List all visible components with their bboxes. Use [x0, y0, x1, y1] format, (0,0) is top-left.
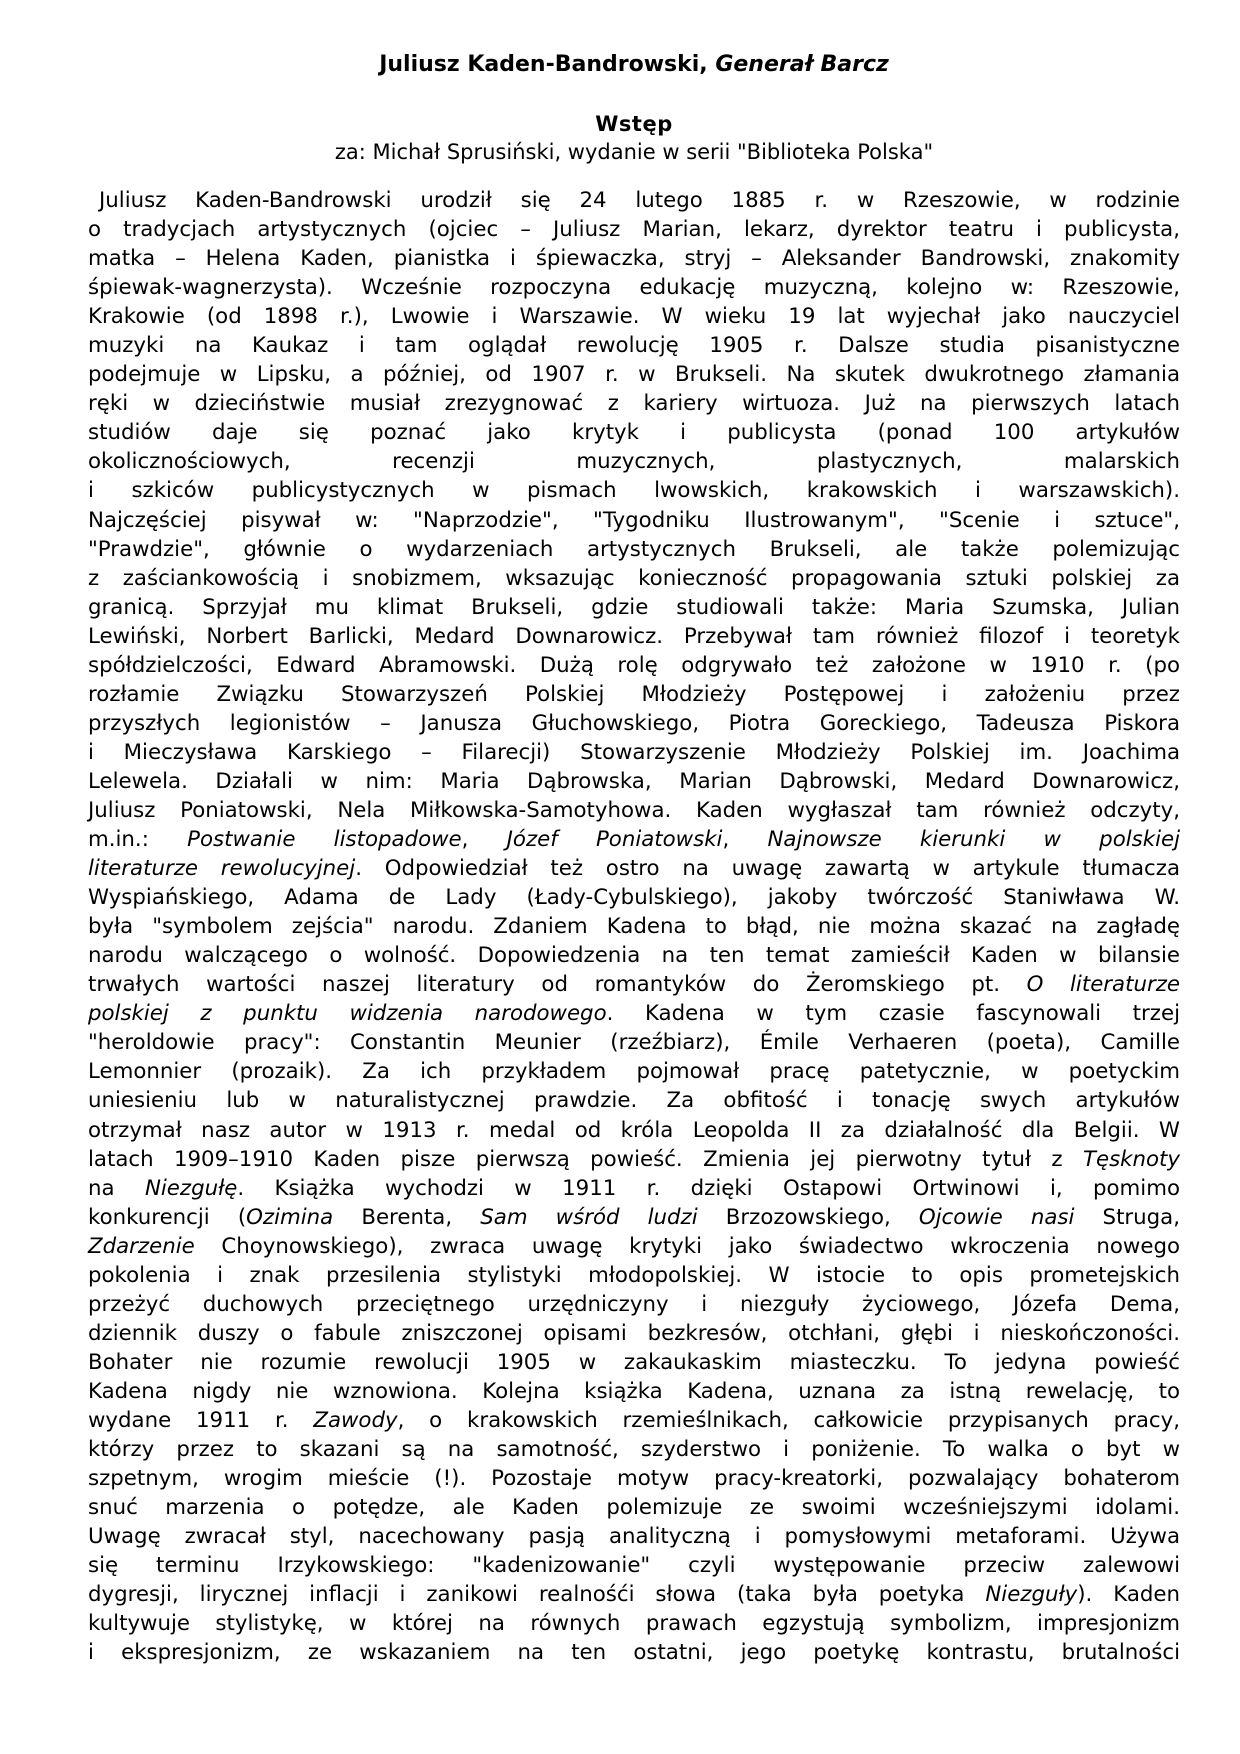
- text-segment: ,: [722, 827, 768, 853]
- text-line: [88, 389, 1180, 418]
- text-segment: m.in.:: [88, 827, 188, 853]
- text-segment: konkurencji (: [88, 1204, 247, 1230]
- text-segment: Struga,: [1074, 1204, 1181, 1230]
- text-line: [88, 1028, 1180, 1057]
- body-paragraph: [88, 186, 1180, 1667]
- text-line: [88, 1609, 1180, 1638]
- italic-title-text: Zawody: [313, 1407, 398, 1433]
- text-segment: była "symbolem zejścia" narodu. Zdaniem Kadena to błąd, nie można skazać na zagładę: [88, 914, 1180, 940]
- text-segment: Berenta,: [333, 1204, 481, 1230]
- text-line: [88, 331, 1180, 360]
- text-line: [88, 796, 1180, 825]
- text-segment: podejmuje w Lipsku, a później, od 1907 r. w Brukseli. Na skutek dwukrotnego złamania: [88, 362, 1180, 388]
- text-line: [88, 680, 1180, 709]
- text-segment: ). Kaden: [1077, 1582, 1181, 1608]
- text-line: [88, 1116, 1180, 1145]
- text-segment: Lelewela. Działali w nim: Maria Dąbrowska, Marian Dąbrowski, Medard Downarowicz,: [88, 768, 1180, 794]
- text-segment: Krakowie (od 1898 r.), Lwowie i Warszawie. W wieku 19 lat wyjechał jako nauczyciel: [88, 304, 1180, 330]
- text-line: [88, 476, 1180, 505]
- text-line: [88, 1377, 1180, 1406]
- text-line: [88, 564, 1180, 593]
- text-segment: granicą. Sprzyjał mu klimat Brukseli, gdzie studiowali także: Maria Szumska, Julian: [88, 594, 1180, 620]
- text-segment: "Prawdzie", głównie o wydarzeniach artystycznych Brukseli, ale także polemizując: [88, 536, 1180, 562]
- text-segment: Lemonnier (prozaik). Za ich przykładem pojmował pracę patetycznie, w poetyckim: [88, 1059, 1180, 1085]
- text-segment: matka – Helena Kaden, pianistka i śpiewaczka, stryj – Aleksander Bandrowski, znakomity: [88, 246, 1180, 272]
- title-work: Generał Barcz: [715, 52, 889, 77]
- text-line: [88, 447, 1180, 476]
- text-line: [88, 1464, 1180, 1493]
- text-segment: "heroldowie pracy": Constantin Meunier (rzeźbiarz), Émile Verhaeren (poeta), Camille: [88, 1030, 1180, 1056]
- document-page: [88, 50, 1180, 1667]
- text-segment: przyszłych legionistów – Janusza Głuchowskiego, Piotra Goreckiego, Tadeusza Piskora: [88, 710, 1180, 736]
- section-subtitle: za: Michał Sprusiński, wydanie w serii "Biblioteka Polska": [334, 140, 934, 164]
- text-segment: szpetnym, wrogim mieście (!). Pozostaje motyw pracy-kreatorki, pozwalający bohaterom: [88, 1466, 1180, 1492]
- text-line: [88, 912, 1180, 941]
- text-segment: dygresji, lirycznej inflacji i zanikowi realnośći słowa (taka była poetyka: [88, 1582, 986, 1608]
- text-segment: ,: [461, 827, 507, 853]
- text-segment: , o krakowskich rzemieślnikach, całkowicie przypisanych pracy,: [397, 1407, 1180, 1433]
- text-line: [88, 1551, 1180, 1580]
- italic-title-text: Tęsknoty: [1082, 1146, 1180, 1172]
- text-line: [88, 651, 1180, 680]
- text-segment: z zaściankowością i snobizmem, wksazując konieczność propagowania sztuki polskiej za: [88, 565, 1180, 591]
- text-line: [88, 1145, 1180, 1174]
- text-segment: przeżyć duchowych przeciętnego urzędniczyny i niezguły życiowego, Józefa Dema,: [88, 1291, 1180, 1317]
- text-line: [88, 1086, 1180, 1115]
- text-line: [88, 418, 1180, 447]
- text-segment: i szkiców publicystycznych w pismach lwowskich, krakowskich i warszawskich).: [88, 478, 1180, 504]
- italic-title-text: Józef Poniatowski: [506, 827, 723, 853]
- text-segment: którzy przez to skazani są na samotność, szyderstwo i poniżenie. To walka o byt w: [88, 1437, 1180, 1463]
- text-segment: narodu walczącego o wolność. Dopowiedzenia na ten temat zamieścił Kaden w bilansie: [88, 943, 1180, 969]
- text-line: [88, 941, 1180, 970]
- text-line: [88, 186, 1180, 215]
- italic-title-text: Ojcowie nasi: [918, 1204, 1075, 1230]
- text-segment: i Mieczysława Karskiego – Filarecji) Stowarzyszenie Młodzieży Polskiej im. Joachima: [88, 739, 1180, 765]
- text-segment: muzyki na Kaukaz i tam oglądał rewolucję 1905 r. Dalsze studia pisanistyczne: [88, 333, 1180, 359]
- text-segment: się terminu Irzykowskiego: "kadenizowanie" czyli występowanie przeciw zalewowi: [88, 1553, 1180, 1579]
- text-segment: Najczęściej pisywał w: "Naprzodzie", "Tygodniku Ilustrowanym", "Scenie i sztuce",: [88, 507, 1180, 533]
- text-segment: śpiewak-wagnerzysta). Wcześnie rozpoczyna edukację muzyczną, kolejno w: Rzeszowie,: [88, 275, 1180, 301]
- text-segment: spółdzielczości, Edward Abramowski. Dużą rolę odgrywało też założone w 1910 r. (po: [88, 652, 1180, 678]
- italic-title-text: Postwanie listopadowe: [187, 827, 462, 853]
- text-segment: rozłamie Związku Stowarzyszeń Polskiej Młodzieży Postępowej i założeniu przez: [88, 681, 1180, 707]
- italic-title-text: O literaturze: [1026, 972, 1180, 998]
- text-line: [88, 1406, 1180, 1435]
- text-line: [88, 854, 1180, 883]
- italic-title-text: polskiej z punktu widzenia narodowego: [88, 1001, 607, 1027]
- text-segment: Juliusz Poniatowski, Nela Miłkowska-Samotyhowa. Kaden wygłaszał tam również odczyty,: [88, 797, 1180, 823]
- text-line: [88, 215, 1180, 244]
- text-line: [88, 302, 1180, 331]
- text-segment: latach 1909–1910 Kaden pisze pierwszą powieść. Zmienia jej pierwotny tytuł z: [88, 1146, 1083, 1172]
- text-segment: . Książka wychodzi w 1911 r. dzięki Ostapowi Ortwinowi i, pomimo: [237, 1175, 1180, 1201]
- text-line: [88, 825, 1180, 854]
- italic-title-text: Niezguły: [985, 1582, 1078, 1608]
- text-line: [88, 622, 1180, 651]
- text-segment: . Odpowiedział też ostro na uwagę zawartą w artykule tłumacza: [355, 856, 1180, 882]
- text-line: [88, 593, 1180, 622]
- text-segment: dziennik duszy o fabule zniszczonej opisami bezkresów, otchłani, głębi i nieskończoności.: [88, 1320, 1180, 1346]
- text-line: [88, 767, 1180, 796]
- text-segment: Kadena nigdy nie wznowiona. Kolejna książka Kadena, uznana za istną rewelację, to: [88, 1378, 1180, 1404]
- text-line: [88, 970, 1180, 999]
- text-line: [88, 1522, 1180, 1551]
- text-line: [88, 1435, 1180, 1464]
- title-author: Juliusz Kaden-Bandrowski,: [379, 52, 716, 77]
- italic-title-text: Najnowsze kierunki w polskiej: [767, 827, 1181, 853]
- text-line: [88, 1203, 1180, 1232]
- text-line: [88, 1261, 1180, 1290]
- text-segment: Wyspiańskiego, Adama de Lady (Łady-Cybulskiego), jakoby twórczość Staniwława W.: [88, 885, 1180, 911]
- text-line: [88, 1057, 1180, 1086]
- text-segment: trwałych wartości naszej literatury od romantyków do Żeromskiego pt.: [88, 972, 1027, 998]
- italic-title-text: literaturze rewolucyjnej: [88, 856, 356, 882]
- text-line: [88, 1174, 1180, 1203]
- document-title: [88, 50, 1180, 80]
- text-line: [88, 1290, 1180, 1319]
- text-segment: i ekspresjonizm, ze wskazaniem na ten ostatni, jego poetykę kontrastu, brutalności: [88, 1640, 1180, 1666]
- text-segment: kultywuje stylistykę, w której na równych prawach egzystują symbolizm, impresjonizm: [88, 1611, 1180, 1637]
- text-segment: Lewiński, Norbert Barlicki, Medard Downarowicz. Przebywał tam również filozof i teoretyk: [88, 623, 1180, 649]
- text-line: [88, 244, 1180, 273]
- text-line: [88, 738, 1180, 767]
- text-line: [88, 535, 1180, 564]
- italic-title-text: Sam wśród ludzi: [480, 1204, 698, 1230]
- text-segment: Brzozowskiego,: [697, 1204, 919, 1230]
- text-segment: uniesieniu lub w naturalistycznej prawdzie. Za obfitość i tonację swych artykułów: [88, 1088, 1180, 1114]
- text-segment: na: [88, 1175, 145, 1201]
- text-line: [88, 1580, 1180, 1609]
- text-segment: Choynowskiego), zwraca uwagę krytyki jako świadectwo wkroczenia nowego: [194, 1233, 1180, 1259]
- italic-title-text: Niezgułę: [144, 1175, 238, 1201]
- text-line: [88, 883, 1180, 912]
- text-line: [88, 999, 1180, 1028]
- text-line: [88, 273, 1180, 302]
- text-segment: otrzymał nasz autor w 1913 r. medal od króla Leopolda II za działalność dla Belgii. W: [88, 1117, 1180, 1143]
- text-line: [88, 1319, 1180, 1348]
- text-segment: o tradycjach artystycznych (ojciec – Juliusz Marian, lekarz, dyrektor teatru i publicysta,: [88, 217, 1180, 243]
- text-segment: okolicznościowych, recenzji muzycznych, plastycznych, malarskich: [88, 449, 1180, 475]
- text-segment: Juliusz Kaden-Bandrowski urodził się 24 lutego 1885 r. w Rzeszowie, w rodzinie: [99, 188, 1180, 213]
- text-segment: . Kadena w tym czasie fascynowali trzej: [606, 1001, 1180, 1027]
- text-line: [88, 1638, 1180, 1667]
- text-segment: Bohater nie rozumie rewolucji 1905 w zakaukaskim miasteczku. To jedyna powieść: [88, 1349, 1180, 1375]
- text-line: [88, 709, 1180, 738]
- italic-title-text: Ozimina: [246, 1204, 334, 1230]
- text-segment: ręki w dzieciństwie musiał zrezygnować z kariery wirtuoza. Już na pierwszych latach: [88, 391, 1180, 417]
- text-line: [88, 1493, 1180, 1522]
- text-line: [88, 506, 1180, 535]
- text-segment: Uwagę zwracał styl, nacechowany pasją analityczną i pomysłowymi metaforami. Używa: [88, 1524, 1180, 1550]
- text-segment: snuć marzenia o potędze, ale Kaden polemizuje ze swoimi wcześniejszymi idolami.: [88, 1495, 1180, 1521]
- text-line: [88, 360, 1180, 389]
- italic-title-text: Zdarzenie: [88, 1233, 195, 1259]
- section-heading: Wstęp: [595, 112, 673, 136]
- text-segment: studiów daje się poznać jako krytyk i publicysta (ponad 100 artykułów: [88, 420, 1180, 446]
- text-line: [88, 1348, 1180, 1377]
- text-segment: wydane 1911 r.: [88, 1407, 314, 1433]
- text-line: [88, 1232, 1180, 1261]
- text-segment: pokolenia i znak przesilenia stylistyki młodopolskiej. W istocie to opis prometejskich: [88, 1262, 1180, 1288]
